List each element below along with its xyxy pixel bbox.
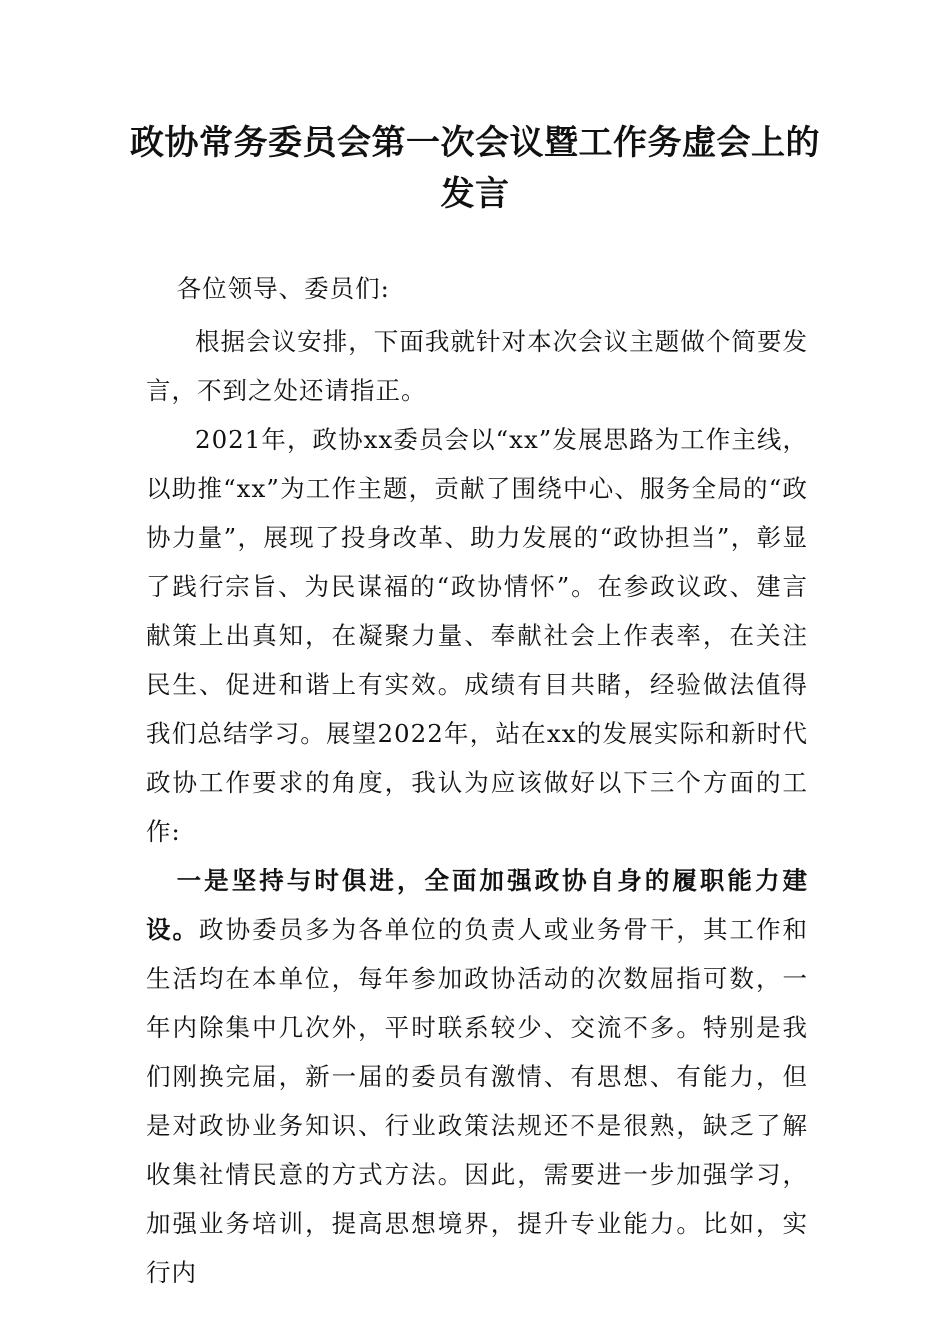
document-body (146, 264, 808, 1297)
document-title: 政协常务委员会第一次会议暨工作务虚会上的发言 (130, 123, 820, 214)
paragraph-point-one (146, 856, 808, 1297)
salutation: 各位领导、委员们: (176, 274, 390, 303)
paragraph-intro: 根据会议安排，下面我就针对本次会议主题做个简要发言，不到之处还请指正。 (146, 327, 808, 405)
paragraph-review: 2021年，政协xx委员会以“xx”发展思路为工作主线，以助推“xx”为工作主题，贡献了围绕中心、服务全局的“政协力量”，展现了投身改革、助力发展的“政协担当”，彰显了践行宗旨、为民谋福的“政协情怀”。在参政议政、建言献策上出真知，在凝聚力量、奉献社会上作表率，在关注民生、促进和谐上有实效。成绩有目共睹，经验做法值得我们总结学习。展望2022年，站在xx的发展实际和新时代政协工作要求的角度，我认为应该做好以下三个方面的工作: (146, 425, 808, 846)
point-one-heading: 一是坚持与时俱进，全面加强政协自身的履职能力建设。 (146, 866, 808, 944)
point-one-text: 政协委员多为各单位的负责人或业务骨干，其工作和生活均在本单位，每年参加政协活动的次数屈指可数，一年内除集中几次外，平时联系较少、交流不多。特别是我们刚换完届，新一届的委员有激情、有思想、有能力，但是对政协业务知识、行业政策法规还不是很熟，缺乏了解收集社情民意的方式方法。因此，需要进一步加强学习，加强业务培训，提高思想境界，提升专业能力。比如，实行内 (146, 915, 809, 1287)
